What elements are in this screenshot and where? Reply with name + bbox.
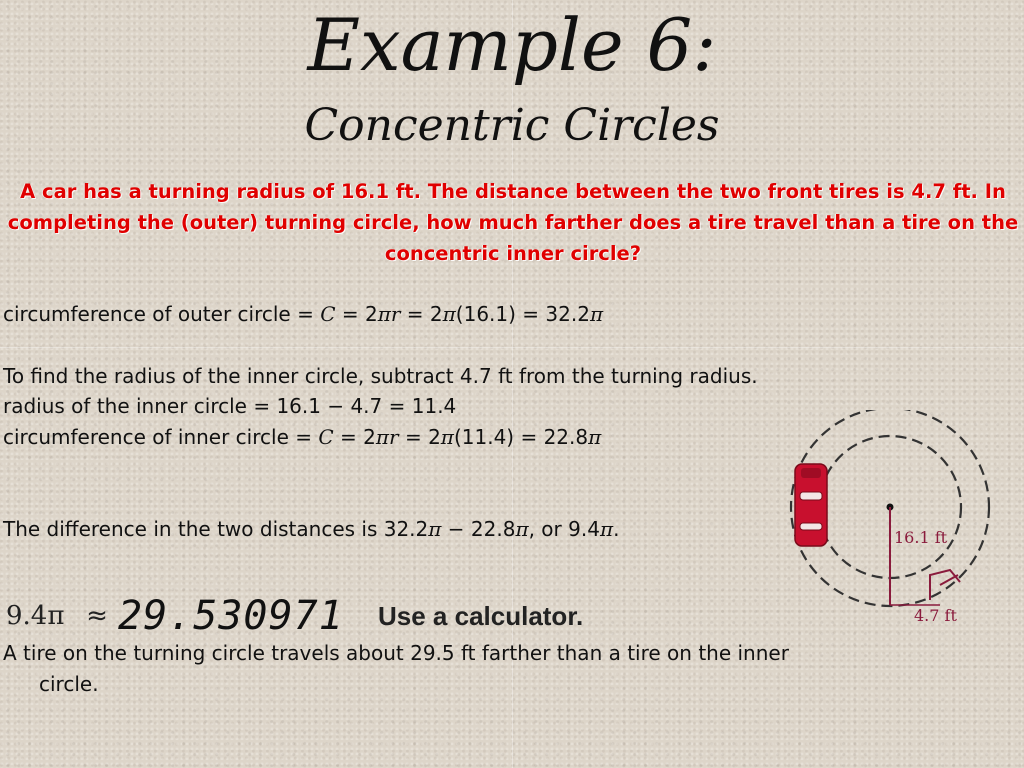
outer-radius-label: 16.1 ft — [894, 528, 948, 547]
conclusion-line-1: A tire on the turning circle travels about 29.5 ft farther than a tire on the inner — [3, 641, 789, 665]
tire-distance-label: 4.7 ft — [914, 606, 957, 625]
outer-circumference-line: circumference of outer circle = C = 2πr = 2π(16.1) = 32.2π — [3, 302, 604, 326]
conclusion — [3, 638, 1003, 700]
background-gridline — [0, 347, 1024, 348]
approx-symbol: ≈ — [86, 601, 108, 631]
slide-subtitle: Concentric Circles — [304, 100, 720, 151]
calculator-expression: 9.4π — [6, 601, 65, 631]
calculator-note: Use a calculator. — [378, 600, 584, 631]
difference-line: The difference in the two distances is 32.2π − 22.8π, or 9.4π. — [3, 517, 620, 541]
slide-title: Example 6: — [307, 3, 717, 87]
calculator-result — [6, 594, 583, 638]
problem-statement: A car has a turning radius of 16.1 ft. The distance between the two front tires is 4.7 ft. In completing the (outer) turning circle, how much farther does a tire travel than a tire on the concentric inner circle? — [7, 180, 1019, 265]
tire-gap-tick — [940, 575, 958, 585]
inner-radius-line: radius of the inner circle = 16.1 − 4.7 = 11.4 — [3, 394, 457, 418]
inner-circumference-line: circumference of inner circle = C = 2πr = 2π(11.4) = 22.8π — [3, 425, 602, 449]
concentric-circles-diagram — [780, 410, 1010, 630]
conclusion-line-2: circle. — [39, 672, 99, 696]
car-icon — [795, 464, 827, 546]
calculator-display-value: 29.530971 — [118, 593, 344, 639]
inner-radius-intro: To find the radius of the inner circle, subtract 4.7 ft from the turning radius. — [3, 364, 758, 388]
